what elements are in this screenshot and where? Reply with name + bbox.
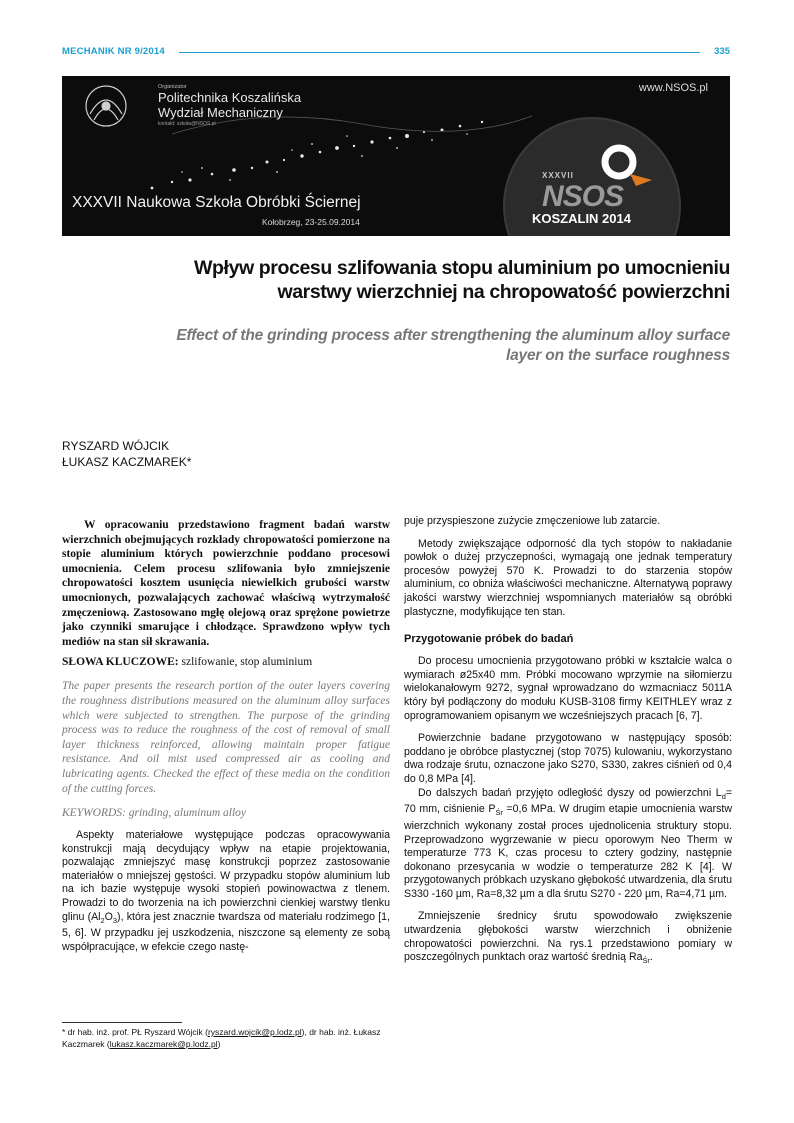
author-list (62, 438, 191, 470)
text-run: . (649, 951, 653, 964)
subscript: Śr (495, 808, 503, 818)
text-run: =0,6 MPa. W drugim etapie umocnienia warstw wierzchnich wykonany został proces ujednolicenia struktury stopu. Przeprowadzono wygrzewanie w piecu oporowym Neo Therm w temperaturze 773 K, czas procesu to cztery godziny, następnie dokonano przesycania w wodzie o temperaturze 282 K [4]. W przygotowanych próbkach uzyskano głębokość utwardzenia, dla śrutu S330 -160 µm, Ra=8,32 µm a dla śrutu S270 - 220 µm, Ra=4,71 µm. (404, 803, 733, 900)
surface-prep-paragraph: Powierzchnie badane przygotowano w następujący sposób: poddano je obróbce plastycznej (stop 7075) kulowaniu, wykorzystano dwa rodzaje śrutu, oznaczone jako S270, S330, zakres ciśnień od 0,4 do 0,8 MPa [4]. (404, 732, 732, 785)
conference-name: XXXVII Naukowa Szkoła Obróbki Ściernej (72, 194, 361, 211)
organizer-university: Politechnika Koszalińska (158, 90, 302, 105)
author-footnote (62, 1026, 392, 1050)
left-column (62, 518, 390, 955)
text-run: Zmniejszenie średnicy śrutu spowodowało zwiększenie utwardzenia głębokości warstw wierzchnich i obniżenie chropowatości powierzchni. Na rys.1 przedstawiono pomiary w poszczególnych punktach oraz wartość średnią Ra (404, 910, 732, 964)
abstract-pl: W opracowaniu przedstawiono fragment badań warstw wierzchnich obejmujących rozkłady chropowatości pomierzone na stopie aluminium których powierzchnie poddano procesowi umocnienia. Celem procesu szlifowania było zmniejszenie chropowatości kosztem usunięcia niewielkich grubości warstw umocnionych, pozwalających zachować właściwą wytrzymałość zmęczeniową. Zastosowano mgłę olejową oraz sprężone powietrze jako czynniki smarujące i chłodzące. Sprawdzono wpływ tych mediów na stan sił skrawania. (62, 519, 390, 648)
abstract-en: The paper presents the research portion of the outer layers covering the roughness distributions measured on the aluminum alloy surfaces which were subjected to strengthen. The purpose of the grinding process was to reduce the roughness of the cost of removal of small layer thickness reinforced, allowing maintain proper fatigue resistance. And oil mist used compressed air as cooling and lubricating agents. Checked the effect of these media on the condition of the cutting forces. (62, 680, 390, 795)
continued-paragraph: puje przyspieszone zużycie zmęczeniowe lub zatarcie. (404, 515, 661, 527)
text-run: ) (217, 1039, 221, 1049)
text-run: ), dr hab. inż. Łukasz Kaczmarek ( (62, 1027, 381, 1049)
title-en-line2: layer on the surface roughness (506, 347, 730, 364)
conference-place-date: Kołobrzeg, 23-25.09.2014 (262, 217, 360, 227)
organizer-caption: Organizator (158, 84, 187, 90)
right-column (404, 515, 732, 968)
conference-website: www.NSOS.pl (638, 82, 708, 94)
further-research-paragraph (404, 787, 732, 902)
intro-paragraph (62, 829, 390, 954)
keywords-en: KEYWORDS: grinding, aluminum alloy (62, 807, 246, 820)
text-run: Aspekty materiałowe występujące podczas opracowywania konstrukcji mają decydujący wpływ na etapie projektowania, pozwalając zmniejszyć masę konstrukcji poprzez zastosowanie materiałów o mniejszej gęstości. W przypadku stopów aluminium lub na ich bazie występuje wysoki stopień powinowactwa z tlenem. Prowadzi to do tworzenia na ich powierzchni cienkiej warstwy tlenku glinu (Al (62, 829, 390, 923)
text-run: * dr hab. inż. prof. PŁ Ryszard Wójcik ( (62, 1027, 208, 1037)
title-en-line1: Effect of the grinding process after strengthening the aluminum alloy surface (176, 327, 730, 344)
journal-name: MECHANIK NR 9/2014 (62, 46, 165, 57)
text-run: ), która jest znacznie twardsza od materiału rodzimego [1, 5, 6]. W przypadku jej uszkodzenia, niszczone są elementy ze sobą współpracujące, w efekcie czego nastę- (62, 910, 390, 953)
subscript: 3 (112, 915, 118, 925)
text-run: O (104, 910, 113, 923)
title-pl-line2: warstwy wierzchniej na chropowatość powierzchni (277, 281, 730, 303)
results-paragraph (404, 910, 732, 967)
conference-banner (62, 76, 730, 236)
subscript: 2 (100, 915, 105, 925)
text-run: Do dalszych badań przyjęto odległość dyszy od powierzchni L (418, 786, 722, 799)
organizer-faculty: Wydział Mechaniczny (158, 105, 283, 120)
nsos-edition: XXXVII (542, 171, 574, 180)
running-header (62, 46, 730, 60)
university-logo-icon (86, 86, 126, 126)
page-number: 335 (714, 46, 730, 57)
article-title-en (70, 326, 730, 366)
author-1: RYSZARD WÓJCIK (62, 439, 170, 453)
author-2: ŁUKASZ KACZMAREK* (62, 455, 192, 469)
samples-paragraph: Do procesu umocnienia przygotowano próbki w kształcie walca o wymiarach ø25x40 mm. Próbki mocowano wprzymie na siłomierzu wielokanałowym 9272, sygnał wprowadzano do wzmacniacz 5011A który był podłączony do modułu KUSB-3108 firmy KEITHLEY wraz z oprogramowaniem opisanym we wcześniejszych pracach [6, 7]. (404, 655, 732, 722)
email-link-1[interactable]: ryszard.wojcik@p.lodz.pl (207, 1027, 302, 1037)
keywords-pl-value: szlifowanie, stop aluminium (181, 656, 313, 669)
footnote-rule (62, 1022, 182, 1023)
title-pl-line1: Wpływ procesu szlifowania stopu aluminium po umocnieniu (194, 257, 730, 279)
keywords-pl-label: SŁOWA KLUCZOWE: (62, 656, 179, 669)
subscript: d (721, 791, 726, 801)
organizer-block (158, 84, 301, 127)
subscript: Śr (642, 956, 650, 966)
email-link-2[interactable]: lukasz.kaczmarek@p.lodz.pl (109, 1039, 218, 1049)
nsos-city-year: KOSZALIN 2014 (532, 211, 631, 226)
methods-paragraph: Metody zwiększające odporność dla tych stopów to nakładanie powłok o dużej przyczepności, wymagają one jednak temperatury procesów powyżej 570 K. Prowadzi to do starzenia stopów aluminium, co obniża właściwości mechaniczne. Alternatywą poprawy jakości warstwy wierzchniej wspomnianych materiałów są obróbki plastyczne, modyfikujące ten stan. (404, 537, 732, 618)
nsos-logo-text: NSOS (542, 180, 624, 213)
article-title-pl (90, 256, 730, 304)
keywords-pl (62, 655, 390, 669)
header-rule (179, 52, 700, 53)
text-run: = 70 mm, ciśnienie P (404, 786, 732, 816)
section-heading: Przygotowanie próbek do badań (404, 633, 574, 646)
organizer-contact: kontakt: szkoła@NSOS.pl (158, 121, 216, 127)
